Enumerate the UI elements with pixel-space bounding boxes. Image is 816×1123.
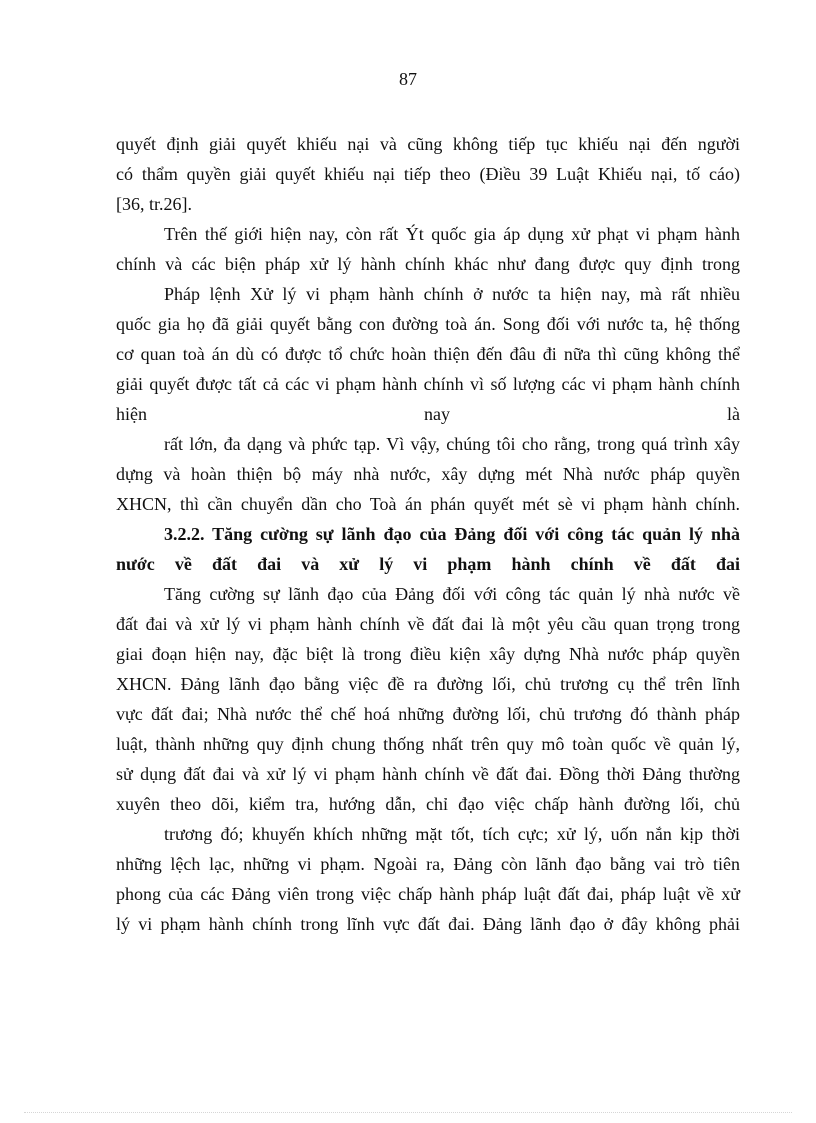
text-line: chính và các biện pháp xử lý hành chính khác như đang được quy định trong bbox=[116, 254, 740, 274]
text-line: vực đất đai; Nhà nước thể chế hoá những đường lối, chủ trương đó thành pháp bbox=[116, 704, 740, 724]
text-line: Pháp lệnh Xử lý vi phạm hành chính ở nước ta hiện nay, mà rất nhiều bbox=[164, 284, 740, 304]
text-line: dựng và hoàn thiện bộ máy nhà nước, xây dựng mét Nhà nước pháp quyền bbox=[116, 464, 740, 484]
section-heading: nước về đất đai và xử lý vi phạm hành chính về đất đai bbox=[116, 554, 740, 574]
page-bottom-rule bbox=[24, 1112, 792, 1113]
text-line: quốc gia họ đã giải quyết bằng con đường toà án. Song đối với nước ta, hệ thống bbox=[116, 314, 740, 334]
text-line: lý vi phạm hành chính trong lĩnh vực đất đai. Đảng lãnh đạo ở đây không phải bbox=[116, 914, 740, 934]
text-line: Tăng cường sự lãnh đạo của Đảng đối với công tác quản lý nhà nước về bbox=[164, 584, 740, 604]
text-line: giai đoạn hiện nay, đặc biệt là trong điều kiện xây dựng Nhà nước pháp quyền bbox=[116, 644, 740, 664]
text-line: [36, tr.26]. bbox=[116, 194, 192, 214]
text-line: Trên thế giới hiện nay, còn rất Ýt quốc gia áp dụng xử phạt vi phạm hành bbox=[164, 224, 740, 244]
text-line: xuyên theo dõi, kiểm tra, hướng dẫn, chỉ đạo việc chấp hành đường lối, chủ bbox=[116, 794, 740, 814]
text-line: có thẩm quyền giải quyết khiếu nại tiếp theo (Điều 39 Luật Khiếu nại, tố cáo) bbox=[116, 164, 740, 184]
text-line: cơ quan toà án dù có được tổ chức hoàn thiện đến đâu đi nữa thì cũng không thể bbox=[116, 344, 740, 364]
text-line: trương đó; khuyến khích những mặt tốt, tích cực; xử lý, uốn nắn kịp thời bbox=[164, 824, 740, 844]
text-line: giải quyết được tất cả các vi phạm hành chính vì số lượng các vi phạm hành chính bbox=[116, 374, 740, 394]
text-line: rất lớn, đa dạng và phức tạp. Vì vậy, chúng tôi cho rằng, trong quá trình xây bbox=[164, 434, 740, 454]
text-line: XHCN, thì cần chuyển dần cho Toà án phán quyết mét sè vi phạm hành chính. bbox=[116, 494, 740, 514]
text-line: những lệch lạc, những vi phạm. Ngoài ra, Đảng còn lãnh đạo bằng vai trò tiên bbox=[116, 854, 740, 874]
page-number: 87 bbox=[399, 69, 417, 89]
text-line: đất đai và xử lý vi phạm hành chính về đất đai là một yêu cầu quan trọng trong bbox=[116, 614, 740, 634]
text-line: XHCN. Đảng lãnh đạo bằng việc đề ra đường lối, chủ trương cụ thể trên lĩnh bbox=[116, 674, 740, 694]
text-line: luật, thành những quy định chung thống nhất trên quy mô toàn quốc về quản lý, bbox=[116, 734, 740, 754]
section-heading: 3.2.2. Tăng cường sự lãnh đạo của Đảng đối với công tác quản lý nhà bbox=[164, 524, 740, 544]
text-line: phong của các Đảng viên trong việc chấp hành pháp luật đất đai, pháp luật về xử bbox=[116, 884, 740, 904]
text-line: sử dụng đất đai và xử lý vi phạm hành chính về đất đai. Đồng thời Đảng thường bbox=[116, 764, 740, 784]
text-line: quyết định giải quyết khiếu nại và cũng không tiếp tục khiếu nại đến người bbox=[116, 134, 740, 154]
text-line: hiện nay là bbox=[116, 404, 740, 424]
